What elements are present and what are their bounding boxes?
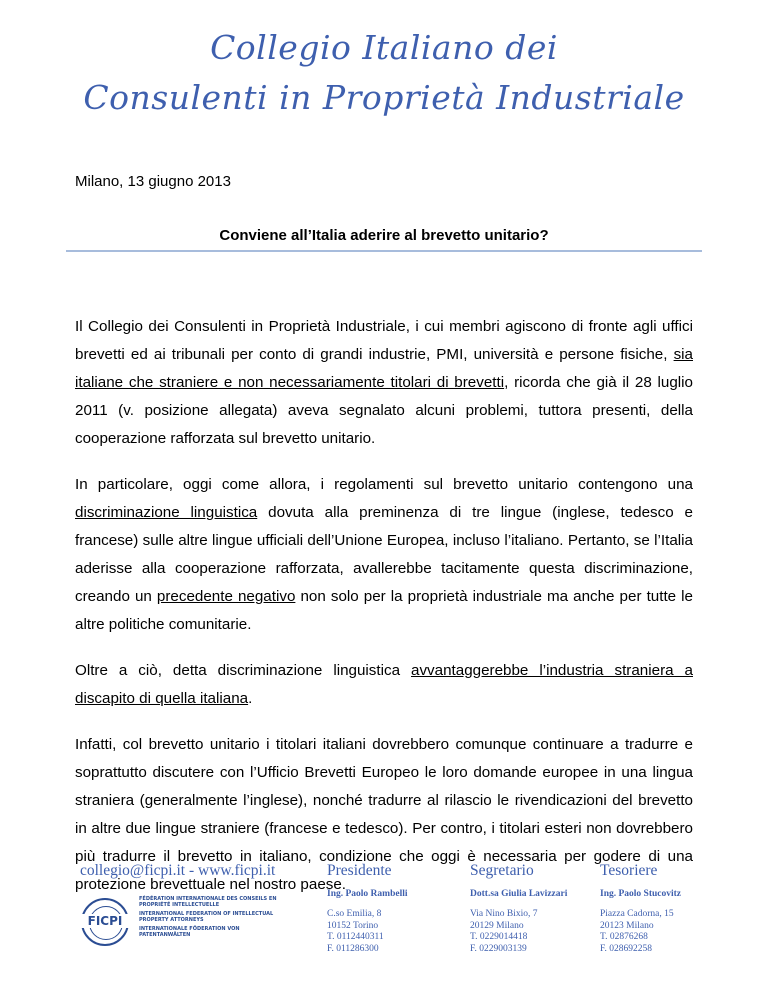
p2-text-b: dovuta alla preminenza di tre lingue (inglese, tedesco e francese) sulle altre lingue ufficiali dell’Unione Europea, incluso l’italiano. Pertanto, se l’Italia aderisse alla cooperazione rafforzata, avallerebbe tacitamente questa discriminazione, creando un xyxy=(75,504,693,605)
officer-name: Ing. Paolo Rambelli xyxy=(327,889,408,899)
address-line-2: 20129 Milano xyxy=(470,920,524,931)
officer-address xyxy=(600,909,681,955)
officer-role: Segretario xyxy=(470,862,534,879)
address-line-2: 20123 Milano xyxy=(600,920,654,931)
masthead-line-1: Collegio Italiano dei xyxy=(210,28,558,67)
officer-address xyxy=(470,909,567,955)
ficpi-name-en: INTERNATIONAL FEDERATION OF INTELLECTUAL PROPERTY ATTORNEYS xyxy=(139,911,274,923)
address-line-1: Via Nino Bixio, 7 xyxy=(470,909,538,919)
ficpi-logo xyxy=(81,896,291,952)
fax-number: F. 011286300 xyxy=(327,943,379,954)
paragraph-1 xyxy=(75,313,693,453)
p4-text: Infatti, col brevetto unitario i titolari italiani dovrebbero comunque continuare a tradurre e soprattutto discutere con l’Ufficio Brevetti Europeo le loro domande europee in una lingua straniera (generalmente l’inglese), nonché tradurre al rilascio le rivendicazioni del brevetto in altre due lingue straniere (francese e tedesco). Per contro, i titolari esteri non dovrebbero più tradurre il brevetto in italiano, condizione che oggi è necessaria per godere di una protezione brevettuale nel nostro paese. xyxy=(75,736,693,893)
officer-address xyxy=(327,909,408,955)
letter-body xyxy=(75,313,693,917)
ficpi-name-fr: FÉDÉRATION INTERNATIONALE DES CONSEILS EN PROPRIÉTÉ INTELLECTUELLE xyxy=(139,896,277,908)
ficpi-logo-text xyxy=(139,896,289,941)
p2-underlined-1: discriminazione linguistica xyxy=(75,504,258,521)
officer-role: Tesoriere xyxy=(600,862,658,879)
officer-secretary xyxy=(470,862,567,955)
p3-text-b: . xyxy=(248,690,253,707)
p2-text-c: non solo per la proprietà industriale ma anche per tutte le altre politiche comunitarie. xyxy=(75,588,694,633)
officer-name: Dott.sa Giulia Lavizzari xyxy=(470,889,568,899)
officer-treasurer xyxy=(600,862,681,955)
p2-text-a: In particolare, oggi come allora, i regolamenti sul brevetto unitario contengono una xyxy=(75,476,693,493)
officer-role: Presidente xyxy=(327,862,392,879)
ficpi-mark: FICPI xyxy=(81,914,129,928)
subject-divider xyxy=(66,250,702,252)
letter-subject: Conviene all’Italia aderire al brevetto unitario? xyxy=(219,227,549,244)
paragraph-2 xyxy=(75,471,693,639)
officer-president xyxy=(327,862,408,955)
p1-text-b: , ricorda che già il 28 luglio 2011 (v. posizione allegata) aveva segnalato alcuni problemi, tuttora presenti, della cooperazione rafforzata sul brevetto unitario. xyxy=(75,374,693,447)
officer-name: Ing. Paolo Stucovitz xyxy=(600,889,682,899)
p2-underlined-2: precedente negativo xyxy=(156,588,296,605)
paragraph-3 xyxy=(75,657,693,713)
footer-contact-link[interactable]: collegio@ficpi.it - www.ficpi.it xyxy=(80,862,276,879)
phone-number: T. 0229014418 xyxy=(470,932,528,942)
address-line-1: C.so Emilia, 8 xyxy=(327,909,382,919)
phone-number: T. 02876268 xyxy=(600,932,648,942)
phone-number: T. 0112440311 xyxy=(327,932,384,942)
p3-underlined: avvantaggerebbe l’industria straniera a discapito di quella italiana xyxy=(75,662,693,707)
p1-underlined: sia italiane che straniere e non necessariamente titolari di brevetti xyxy=(75,346,693,391)
fax-number: F. 028692258 xyxy=(600,943,653,954)
p3-text-a: Oltre a ciò, detta discriminazione linguistica xyxy=(75,662,411,679)
p1-text-a: Il Collegio dei Consulenti in Proprietà Industriale, i cui membri agiscono di fronte agli uffici brevetti ed ai tribunali per conto di grandi industrie, PMI, università e persone fisiche, xyxy=(75,318,693,363)
letter-date: Milano, 13 giugno 2013 xyxy=(75,173,231,190)
address-line-1: Piazza Cadorna, 15 xyxy=(600,909,674,919)
address-line-2: 10152 Torino xyxy=(327,920,379,931)
ficpi-name-de: INTERNATIONALE FÖDERATION VON PATENTANWÄLTEN xyxy=(139,926,240,938)
fax-number: F. 0229003139 xyxy=(470,943,527,954)
masthead-line-2: Consulenti in Proprietà Industriale xyxy=(83,78,685,117)
